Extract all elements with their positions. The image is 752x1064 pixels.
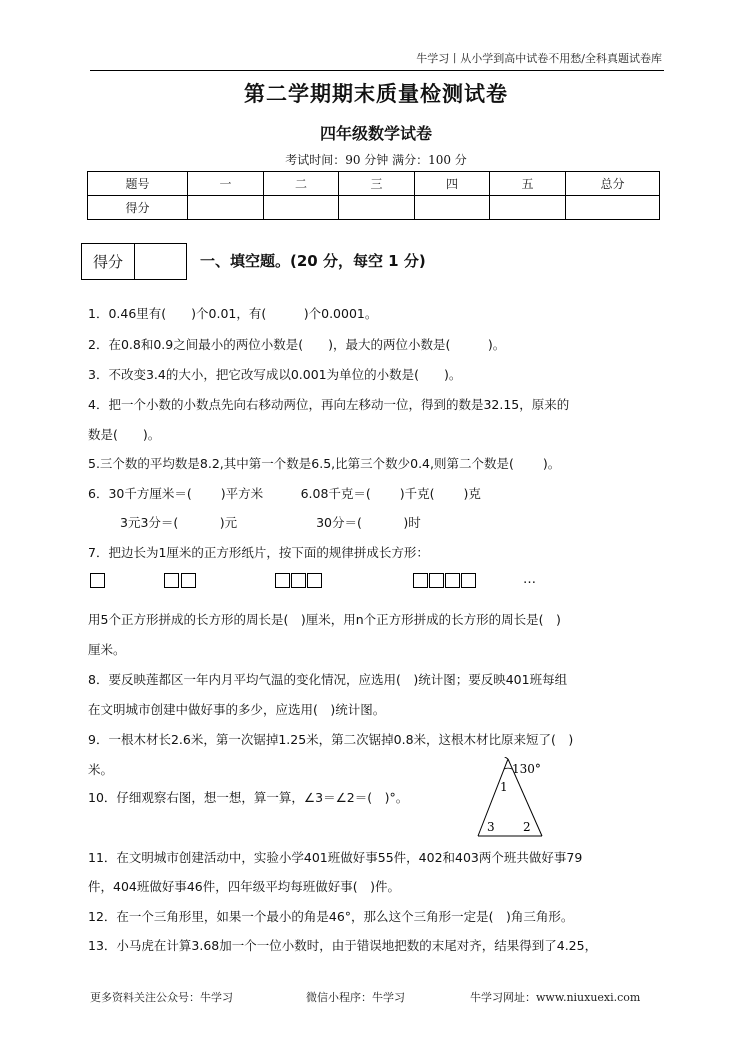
score-cell[interactable] [188, 196, 264, 220]
question-line: 11．在文明城市创建活动中，实验小学401班做好事55件，402和403两个班共做好事79 [88, 850, 583, 865]
score-header-cell: 题号 [88, 172, 188, 196]
header-divider [90, 70, 664, 71]
footer-mini-program: 微信小程序：牛学习 [306, 991, 405, 1004]
score-cell[interactable] [339, 196, 415, 220]
footer-website-link[interactable]: 牛学习网址：www.niuxuexi.com [470, 991, 641, 1004]
angle-1-arc [504, 768, 512, 769]
header-note: 牛学习丨从小学到高中试卷不用愁/全科真题试卷库 [416, 52, 662, 65]
score-row-label: 得分 [88, 196, 188, 220]
question-line: 2．在0.8和0.9之间最小的两位小数是( )，最大的两位小数是( )。 [88, 337, 506, 352]
score-cell[interactable] [264, 196, 339, 220]
score-table-score-row [88, 196, 660, 220]
triangle-extension-line [502, 757, 508, 759]
question-line: 厘米。 [88, 642, 126, 657]
pattern-square [164, 573, 179, 588]
pattern-ellipsis: … [523, 572, 536, 587]
angle-1-label: 1 [500, 780, 508, 794]
exam-info: 考试时间：90 分钟 满分：100 分 [285, 153, 467, 167]
question-line: 3元3分＝( )元 30分＝( )时 [120, 515, 421, 530]
pattern-square [461, 573, 476, 588]
section-score-cell[interactable] [135, 244, 186, 279]
section-score-label: 得分 [82, 244, 135, 279]
section-score-box [81, 243, 187, 280]
score-header-cell: 总分 [566, 172, 660, 196]
triangle-diagram [474, 757, 546, 839]
pattern-square [445, 573, 460, 588]
pattern-square [181, 573, 196, 588]
score-header-cell: 三 [339, 172, 415, 196]
score-cell[interactable] [566, 196, 660, 220]
pattern-square [307, 573, 322, 588]
score-table [87, 171, 660, 220]
question-line: 8．要反映莲都区一年内月平均气温的变化情况，应选用( )统计图；要反映401班每组 [88, 672, 568, 687]
pattern-square [429, 573, 444, 588]
question-line: 数是( )。 [88, 427, 161, 442]
question-line: 6．30千方厘米＝( )平方米 6.08千克＝( )千克( )克 [88, 486, 481, 501]
question-line: 9．一根木材长2.6米，第一次锯掉1.25米，第二次锯掉0.8米，这根木材比原来短了( ) [88, 732, 574, 747]
footer-wechat-account: 更多资料关注公众号：牛学习 [90, 991, 233, 1004]
score-header-cell: 二 [264, 172, 339, 196]
angle-3-label: 3 [487, 820, 495, 834]
score-header-cell: 五 [490, 172, 566, 196]
question-line: 5.三个数的平均数是8.2,其中第一个数是6.5,比第三个数少0.4,则第二个数是( )。 [88, 456, 561, 471]
question-line: 12．在一个三角形里，如果一个最小的角是46°，那么这个三角形一定是( )角三角形。 [88, 909, 574, 924]
question-line: 10．仔细观察右图，想一想，算一算，∠3＝∠2＝( )°。 [88, 790, 409, 805]
question-line: 13．小马虎在计算3.68加一个一位小数时，由于错误地把数的末尾对齐，结果得到了4.25， [88, 938, 598, 953]
score-cell[interactable] [415, 196, 490, 220]
question-line: 用5个正方形拼成的长方形的周长是( )厘米，用n个正方形拼成的长方形的周长是( ) [88, 612, 561, 627]
pattern-square [90, 573, 105, 588]
score-header-cell: 四 [415, 172, 490, 196]
question-line: 3．不改变3.4的大小，把它改写成以0.001为单位的小数是( )。 [88, 367, 462, 382]
question-line: 件，404班做好事46件，四年级平均每班做好事( )件。 [88, 879, 401, 894]
pattern-square [413, 573, 428, 588]
question-line: 1．0.46里有( )个0.01，有( )个0.0001。 [88, 306, 378, 321]
section-title: 一、填空题。(20 分，每空 1 分) [200, 252, 426, 270]
question-line: 7．把边长为1厘米的正方形纸片，按下面的规律拼成长方形： [88, 545, 429, 560]
question-line: 在文明城市创建中做好事的多少，应选用( )统计图。 [88, 702, 386, 717]
question-line: 米。 [88, 762, 114, 777]
angle-130-label: 130° [512, 762, 541, 776]
question-line: 4．把一个小数的小数点先向右移动两位，再向左移动一位，得到的数是32.15，原来的 [88, 397, 570, 412]
pattern-square [275, 573, 290, 588]
page-title: 第二学期期末质量检测试卷 [244, 82, 508, 106]
score-header-cell: 一 [188, 172, 264, 196]
page-subtitle: 四年级数学试卷 [319, 124, 432, 143]
pattern-square [291, 573, 306, 588]
score-cell[interactable] [490, 196, 566, 220]
score-table-header-row [88, 172, 660, 196]
angle-2-label: 2 [523, 820, 531, 834]
